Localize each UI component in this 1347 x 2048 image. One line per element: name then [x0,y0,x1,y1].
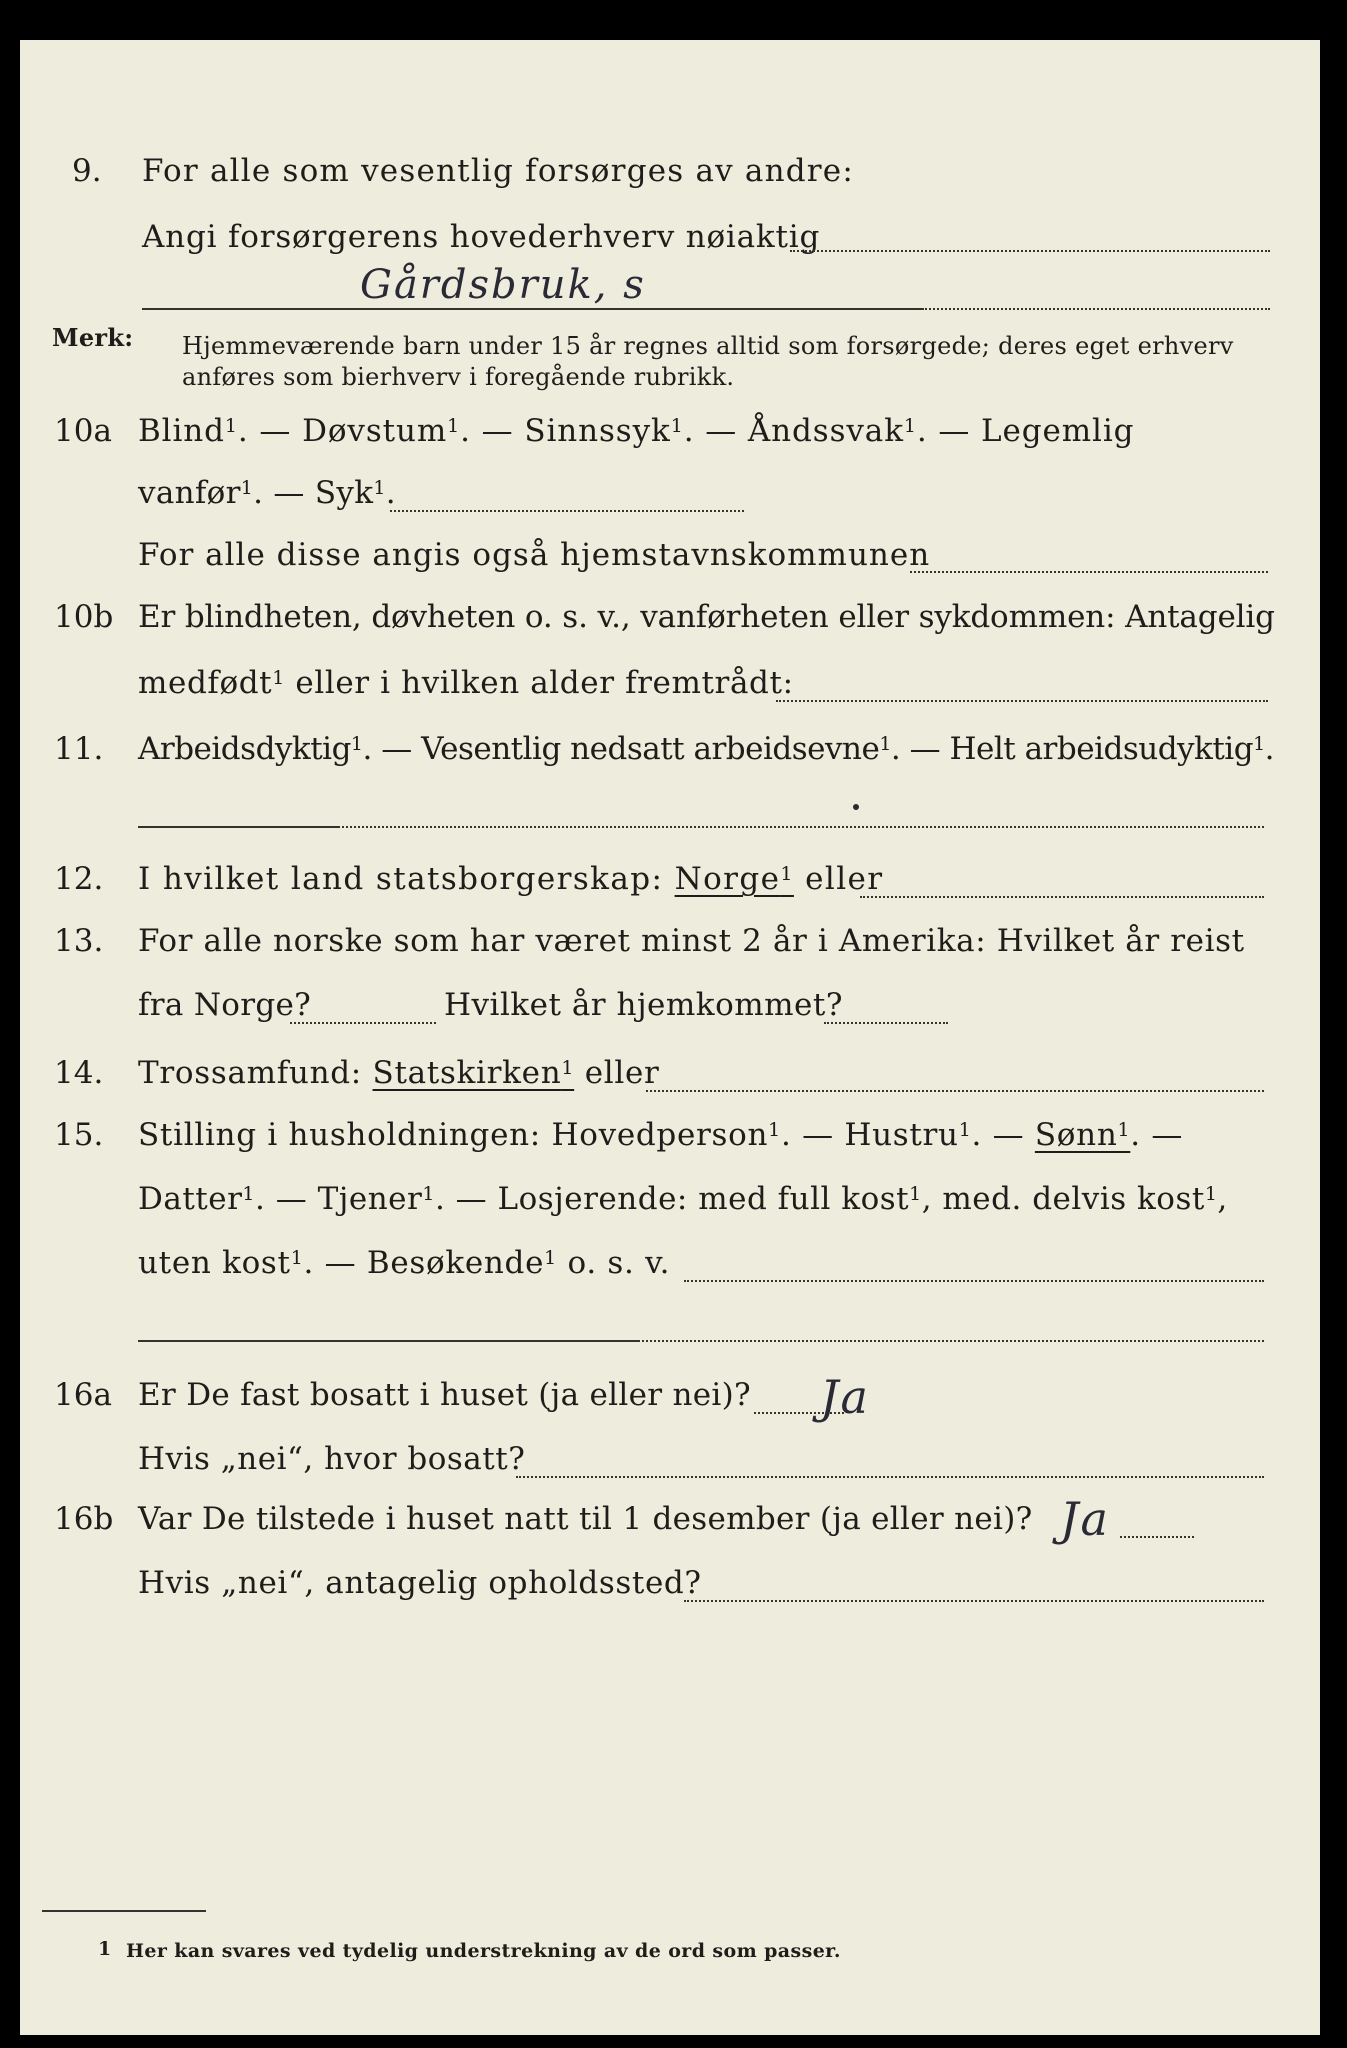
q12-underlined-norge: Norge$^1$ [674,861,794,897]
q10b-line2: medfødt$^1$ eller i hvilken alder fremtrådt: [138,665,794,701]
q14-underlined-statskirken: Statskirken$^1$ [372,1055,575,1091]
q11-line1: Arbeidsdyktig$^1$. — Vesentlig nedsatt arbeidsevne$^1$. — Helt arbeidsudyktig$^1$. [138,731,1275,767]
q15-line3: uten kost$^1$. — Besøkende$^1$ o. s. v. [138,1245,671,1281]
q10a-line2: vanfør$^1$. — Syk$^1$. [138,475,396,511]
merk-label: Merk: [52,323,134,352]
q16b-number: 16b [54,1501,114,1537]
q10a-answer-line-1 [390,510,744,512]
q13-line2a: fra Norge? [138,987,312,1023]
q10a-line1: Blind$^1$. — Døvstum$^1$. — Sinnssyk$^1$. — Åndssvak$^1$. — Legemlig [138,413,1135,449]
q9-answer-line-2 [142,308,922,310]
q13-line2b: Hvilket år hjemkommet? [444,987,843,1023]
q12-line1: I hvilket land statsborgerskap: Norge$^1$ eller [138,861,884,897]
q11-number: 11. [54,731,104,767]
footnote-rule [42,1910,206,1912]
q11-answer-line-solid [138,826,338,828]
q13-answer-line-1 [290,1022,436,1024]
q9-handwritten-answer: Gårdsbruk, s [360,262,646,308]
q15-line2: Datter$^1$. — Tjener$^1$. — Losjerende: med full kost$^1$, med. delvis kost$^1$, [138,1181,1228,1217]
q16a-line2: Hvis „nei“, hvor bosatt? [138,1441,526,1477]
q16b-line2: Hvis „nei“, antagelig opholdssted? [138,1565,702,1601]
q9-answer-line-1 [790,250,1270,252]
footnote-text: Her kan svares ved tydelig understrekning av de ord som passer. [126,1940,841,1962]
q10b-answer-line [776,700,1268,702]
q14-line1: Trossamfund: Statskirken$^1$ eller [138,1055,660,1091]
q10a-line3: For alle disse angis også hjemstavnskommunen [138,537,931,573]
q10a-number: 10a [54,413,112,449]
q11-answer-line-dotted [338,826,1264,828]
q16a-answer-line-2 [516,1476,1264,1478]
q15-line1: Stilling i husholdningen: Hovedperson$^1$. — Hustru$^1$. — Sønn$^1$. — [138,1117,1184,1153]
q12-number: 12. [54,861,104,897]
q10b-number: 10b [54,599,114,635]
census-form-page [20,40,1320,2035]
ink-dot [853,804,859,810]
q15-underlined-sonn: Sønn$^1$ [1034,1117,1131,1153]
q15-answer-line-1 [684,1280,1264,1282]
q13-answer-line-2 [824,1022,948,1024]
q15-answer-line-2-solid [138,1340,638,1342]
q16b-answer-line-2 [684,1600,1264,1602]
q16b-answer-line-1 [1120,1536,1194,1538]
q9-line2: Angi forsørgerens hovederhverv nøiaktig [142,219,821,255]
q15-answer-line-2-dotted [638,1340,1264,1342]
q16a-number: 16a [54,1377,112,1413]
q10b-line1: Er blindheten, døvheten o. s. v., vanførheten eller sykdommen: Antagelig [138,599,1275,635]
q9-number: 9. [72,153,102,189]
footnote-mark: 1 [98,1938,112,1960]
q16a-line1: Er De fast bosatt i huset (ja eller nei)? [138,1377,751,1413]
merk-line1: Hjemmeværende barn under 15 år regnes alltid som forsørgede; deres eget erhverv [182,332,1234,360]
merk-line2: anføres som bierhverv i foregående rubrikk. [182,363,735,391]
q14-number: 14. [54,1055,104,1091]
q15-number: 15. [54,1117,104,1153]
q10a-answer-line-2 [910,571,1268,573]
q14-answer-line [646,1090,1264,1092]
q9-answer-line-2-dotted [922,308,1270,310]
q12-answer-line [860,896,1264,898]
q13-line1: For alle norske som har været minst 2 år i Amerika: Hvilket år reist [138,923,1245,959]
q16a-handwritten-answer: Ja [820,1370,870,1424]
q13-number: 13. [54,923,104,959]
q16b-handwritten-answer: Ja [1060,1492,1110,1546]
q9-line1: For alle som vesentlig forsørges av andre: [142,153,854,189]
q16b-line1: Var De tilstede i huset natt til 1 desember (ja eller nei)? [138,1501,1033,1537]
